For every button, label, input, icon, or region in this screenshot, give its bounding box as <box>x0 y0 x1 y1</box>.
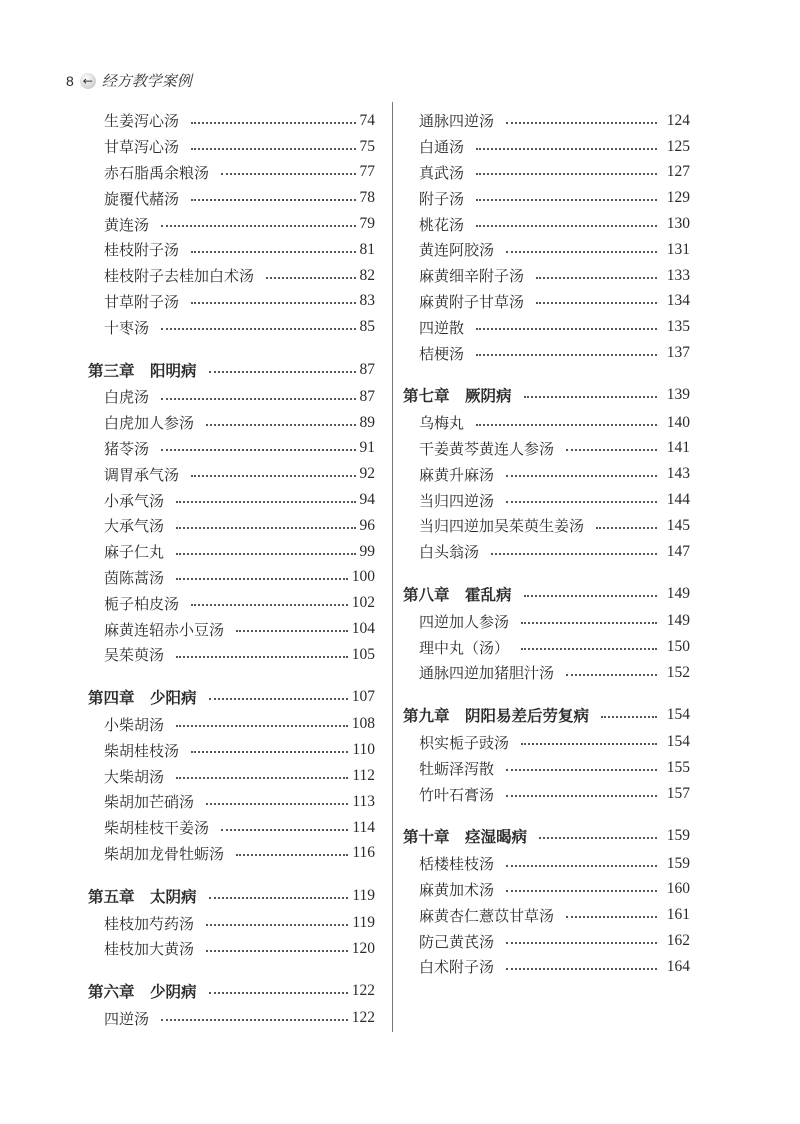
dot-leader <box>191 604 348 606</box>
toc-entry[interactable] <box>88 712 375 738</box>
entry-page: 77 <box>359 163 375 181</box>
entry-title: 小承气汤 <box>104 491 165 510</box>
dot-leader <box>161 449 355 451</box>
entry-page: 100 <box>351 568 375 586</box>
entry-title: 麻黄杏仁薏苡甘草汤 <box>419 906 555 925</box>
entry-title: 柴胡桂枝干姜汤 <box>104 819 210 838</box>
entry-page: 108 <box>351 715 375 733</box>
entry-page: 124 <box>666 111 690 129</box>
dot-leader <box>506 501 657 503</box>
entry-title: 栝楼桂枝汤 <box>419 855 495 874</box>
entry-page: 160 <box>666 880 690 898</box>
dot-leader <box>566 449 657 451</box>
dot-leader <box>476 225 657 227</box>
entry-title: 黄连阿胶汤 <box>419 241 495 260</box>
toc-entry[interactable] <box>88 737 375 763</box>
dot-leader <box>506 122 657 124</box>
toc-entry[interactable] <box>403 902 690 928</box>
entry-title: 第九章 阴阳易差后劳复病 <box>403 707 590 726</box>
toc-entry[interactable] <box>88 642 375 668</box>
toc-entry[interactable] <box>403 660 690 686</box>
toc-chapter-heading[interactable] <box>88 683 375 712</box>
entry-title: 调胃承气汤 <box>104 465 180 484</box>
toc-entry[interactable] <box>88 789 375 815</box>
toc-entry[interactable] <box>403 314 690 340</box>
entry-title: 大柴胡汤 <box>104 767 165 786</box>
entry-title: 枳实栀子豉汤 <box>419 733 510 752</box>
toc-entry[interactable] <box>88 487 375 513</box>
toc-chapter-heading[interactable] <box>403 381 690 410</box>
toc-entry[interactable] <box>403 160 690 186</box>
entry-title: 白术附子汤 <box>419 958 495 977</box>
entry-title: 茵陈蒿汤 <box>104 568 165 587</box>
dot-leader <box>236 854 348 856</box>
entry-page: 91 <box>359 439 375 457</box>
toc-entry[interactable] <box>403 185 690 211</box>
toc-entry[interactable] <box>88 410 375 436</box>
toc-entry[interactable] <box>403 513 690 539</box>
toc-entry[interactable] <box>88 289 375 315</box>
entry-title: 麻黄加术汤 <box>419 880 495 899</box>
toc-entry[interactable] <box>88 384 375 410</box>
entry-title: 第三章 阳明病 <box>88 361 197 380</box>
entry-title: 麻黄升麻汤 <box>419 465 495 484</box>
entry-title: 四逆汤 <box>104 1009 150 1028</box>
dot-leader <box>236 630 348 632</box>
entry-title: 猪苓汤 <box>104 439 150 458</box>
dot-leader <box>176 578 348 580</box>
toc-entry[interactable] <box>88 436 375 462</box>
entry-title: 白虎汤 <box>104 388 150 407</box>
entry-page: 159 <box>666 854 690 872</box>
dot-leader <box>524 396 657 398</box>
entry-title: 防己黄芪汤 <box>419 932 495 951</box>
dot-leader <box>476 328 657 330</box>
dot-leader <box>506 795 657 797</box>
entry-title: 桔梗汤 <box>419 344 465 363</box>
toc-entry[interactable] <box>88 841 375 867</box>
entry-page: 152 <box>666 663 690 681</box>
toc-entry[interactable] <box>88 263 375 289</box>
entry-title: 甘草附子汤 <box>104 292 180 311</box>
entry-page: 82 <box>359 266 375 284</box>
dot-leader <box>176 501 355 503</box>
dot-leader <box>209 371 356 373</box>
dot-leader <box>266 277 355 279</box>
entry-title: 干姜黄芩黄连人参汤 <box>419 439 555 458</box>
entry-page: 87 <box>359 387 375 405</box>
entry-page: 94 <box>359 491 375 509</box>
entry-page: 107 <box>351 688 375 706</box>
entry-page: 159 <box>666 827 690 845</box>
entry-page: 162 <box>666 932 690 949</box>
dot-leader <box>539 837 657 839</box>
dot-leader <box>161 398 355 400</box>
entry-title: 牡蛎泽泻散 <box>419 759 495 778</box>
entry-page: 164 <box>666 957 690 975</box>
entry-title: 乌梅丸 <box>419 414 465 433</box>
entry-title: 白通汤 <box>419 138 465 157</box>
entry-page: 133 <box>666 266 690 284</box>
entry-page: 134 <box>666 292 690 310</box>
entry-page: 119 <box>352 914 375 931</box>
entry-title: 麻黄连轺赤小豆汤 <box>104 620 225 639</box>
entry-page: 89 <box>359 413 375 431</box>
entry-page: 120 <box>351 939 375 957</box>
dot-leader <box>476 199 657 201</box>
entry-page: 129 <box>666 189 690 207</box>
toc-entry[interactable] <box>88 314 375 340</box>
dot-leader <box>521 743 657 745</box>
dot-leader <box>476 148 657 150</box>
toc-entry[interactable] <box>403 781 690 807</box>
entry-title: 生姜泻心汤 <box>104 112 180 131</box>
entry-page: 122 <box>351 1009 375 1027</box>
dot-leader <box>596 527 657 529</box>
entry-title: 麻子仁丸 <box>104 543 165 562</box>
running-header <box>66 70 192 91</box>
toc-entry[interactable] <box>403 634 690 660</box>
entry-page: 137 <box>666 344 690 362</box>
entry-title: 柴胡加芒硝汤 <box>104 793 195 812</box>
toc-entry[interactable] <box>88 134 375 160</box>
dot-leader <box>221 829 348 831</box>
toc-entry[interactable] <box>403 730 690 756</box>
entry-page: 149 <box>666 612 690 630</box>
toc-entry[interactable] <box>88 590 375 616</box>
entry-title: 赤石脂禹余粮汤 <box>104 163 210 182</box>
toc-entry[interactable] <box>403 436 690 462</box>
entry-page: 143 <box>666 465 690 483</box>
dot-leader <box>191 302 355 304</box>
entry-title: 桂枝附子去桂加白术汤 <box>104 267 255 286</box>
toc-entry[interactable] <box>403 755 690 781</box>
toc-chapter-heading[interactable] <box>403 701 690 730</box>
entry-page: 85 <box>359 318 375 336</box>
entry-page: 79 <box>359 215 375 233</box>
entry-title: 四逆加人参汤 <box>419 612 510 631</box>
dot-leader <box>176 777 348 779</box>
entry-page: 96 <box>359 516 375 534</box>
entry-title: 第十章 痉湿暍病 <box>403 828 528 847</box>
book-title: 经方教学案例 <box>101 72 192 90</box>
entry-page: 114 <box>352 818 375 836</box>
toc-chapter-heading[interactable] <box>88 355 375 384</box>
entry-page: 130 <box>666 215 690 233</box>
entry-title: 当归四逆汤 <box>419 491 495 510</box>
toc-left-column <box>88 108 375 1031</box>
dot-leader <box>191 475 355 477</box>
dot-leader <box>506 942 657 944</box>
entry-title: 白头翁汤 <box>419 543 480 562</box>
entry-title: 当归四逆加吴茱萸生姜汤 <box>419 517 585 536</box>
dot-leader <box>601 716 657 718</box>
entry-page: 116 <box>352 844 375 862</box>
entry-page: 155 <box>666 759 690 777</box>
toc-entry[interactable] <box>403 608 690 634</box>
entry-page: 139 <box>666 386 690 404</box>
toc-entry[interactable] <box>88 160 375 186</box>
toc-entry[interactable] <box>403 851 690 877</box>
dot-leader <box>176 527 355 529</box>
toc-entry[interactable] <box>88 211 375 237</box>
entry-page: 113 <box>352 792 375 810</box>
entry-page: 154 <box>666 733 690 751</box>
column-divider <box>392 102 393 1032</box>
toc-entry[interactable] <box>403 237 690 263</box>
dot-leader <box>506 865 657 867</box>
entry-title: 麻黄细辛附子汤 <box>419 267 525 286</box>
dot-leader <box>506 251 657 253</box>
toc-entry[interactable] <box>88 763 375 789</box>
toc-entry[interactable] <box>88 616 375 642</box>
dot-leader <box>176 656 348 658</box>
toc-entry[interactable] <box>403 487 690 513</box>
entry-title: 柴胡加龙骨牡蛎汤 <box>104 844 225 863</box>
dot-leader <box>476 354 657 356</box>
dot-leader <box>506 769 657 771</box>
dot-leader <box>191 199 355 201</box>
toc-entry[interactable] <box>403 877 690 903</box>
toc-entry[interactable] <box>403 134 690 160</box>
entry-title: 旋覆代赭汤 <box>104 189 180 208</box>
entry-title: 吴茱萸汤 <box>104 646 165 665</box>
toc-entry[interactable] <box>88 910 375 936</box>
toc-entry[interactable] <box>403 461 690 487</box>
dot-leader <box>191 251 355 253</box>
entry-page: 83 <box>359 292 375 310</box>
entry-title: 桂枝加大黄汤 <box>104 940 195 959</box>
entry-page: 92 <box>359 465 375 483</box>
dot-leader <box>566 674 657 676</box>
entry-page: 78 <box>359 189 375 207</box>
dot-leader <box>476 173 657 175</box>
entry-title: 第七章 厥阴病 <box>403 387 512 406</box>
toc-entry[interactable] <box>88 108 375 134</box>
entry-page: 145 <box>666 516 690 534</box>
dot-leader <box>161 225 355 227</box>
entry-page: 144 <box>666 491 690 509</box>
entry-title: 第六章 少阴病 <box>88 983 197 1002</box>
entry-title: 柴胡桂枝汤 <box>104 741 180 760</box>
entry-page: 102 <box>351 594 375 612</box>
entry-title: 桂枝附子汤 <box>104 241 180 260</box>
dot-leader <box>209 897 349 899</box>
toc-chapter-heading[interactable] <box>88 881 375 910</box>
entry-page: 154 <box>666 706 690 724</box>
toc-entry[interactable] <box>403 928 690 954</box>
dot-leader <box>191 148 355 150</box>
toc-chapter-heading[interactable] <box>88 977 375 1006</box>
toc-entry[interactable] <box>88 565 375 591</box>
entry-page: 75 <box>359 137 375 155</box>
entry-title: 真武汤 <box>419 163 465 182</box>
entry-page: 87 <box>359 360 375 378</box>
entry-page: 141 <box>666 439 690 457</box>
entry-page: 135 <box>666 318 690 336</box>
entry-page: 147 <box>666 542 690 560</box>
entry-page: 131 <box>666 240 690 258</box>
entry-page: 104 <box>351 620 375 638</box>
dot-leader <box>536 277 657 279</box>
dot-leader <box>506 475 657 477</box>
dot-leader <box>191 751 348 753</box>
entry-title: 理中丸（汤） <box>419 638 510 657</box>
entry-page: 127 <box>666 163 690 181</box>
toc-entry[interactable] <box>403 289 690 315</box>
dot-leader <box>221 173 355 175</box>
entry-page: 161 <box>666 906 690 924</box>
toc-entry[interactable] <box>403 954 690 980</box>
entry-title: 通脉四逆汤 <box>419 112 495 131</box>
entry-title: 甘草泻心汤 <box>104 138 180 157</box>
toc-entry[interactable] <box>88 461 375 487</box>
entry-title: 第四章 少阳病 <box>88 689 197 708</box>
arrow-left-icon: ← <box>80 73 96 89</box>
dot-leader <box>176 725 348 727</box>
toc-entry[interactable] <box>88 539 375 565</box>
dot-leader <box>521 648 657 650</box>
entry-page: 112 <box>352 767 375 785</box>
toc-entry[interactable] <box>403 211 690 237</box>
entry-page: 119 <box>352 886 375 904</box>
entry-page: 122 <box>351 982 375 1000</box>
entry-title: 桂枝加芍药汤 <box>104 914 195 933</box>
dot-leader <box>524 595 657 597</box>
entry-title: 黄连汤 <box>104 215 150 234</box>
dot-leader <box>506 890 657 892</box>
entry-title: 白虎加人参汤 <box>104 414 195 433</box>
toc-entry[interactable] <box>403 340 690 366</box>
dot-leader <box>566 916 657 918</box>
toc-entry[interactable] <box>403 263 690 289</box>
toc-entry[interactable] <box>403 410 690 436</box>
entry-title: 麻黄附子甘草汤 <box>419 292 525 311</box>
dot-leader <box>209 698 348 700</box>
toc-right-column <box>403 108 690 980</box>
toc-entry[interactable] <box>88 513 375 539</box>
toc-entry[interactable] <box>403 108 690 134</box>
toc-entry[interactable] <box>403 539 690 565</box>
page-number: 8 <box>66 72 74 89</box>
dot-leader <box>206 924 348 926</box>
toc-entry[interactable] <box>88 815 375 841</box>
entry-page: 81 <box>359 240 375 258</box>
dot-leader <box>206 803 348 805</box>
entry-title: 大承气汤 <box>104 517 165 536</box>
dot-leader <box>206 424 355 426</box>
entry-title: 第八章 霍乱病 <box>403 585 512 604</box>
dot-leader <box>191 122 355 124</box>
entry-page: 125 <box>666 137 690 155</box>
entry-page: 140 <box>666 413 690 431</box>
toc-chapter-heading[interactable] <box>403 822 690 851</box>
dot-leader <box>506 968 657 970</box>
entry-title: 栀子柏皮汤 <box>104 594 180 613</box>
entry-title: 小柴胡汤 <box>104 715 165 734</box>
toc-chapter-heading[interactable] <box>403 580 690 609</box>
toc-entry[interactable] <box>88 936 375 962</box>
toc-entry[interactable] <box>88 1006 375 1032</box>
entry-title: 第五章 太阴病 <box>88 887 197 906</box>
entry-page: 74 <box>359 111 375 129</box>
entry-page: 149 <box>666 584 690 602</box>
entry-page: 157 <box>666 785 690 803</box>
entry-title: 通脉四逆加猪胆汁汤 <box>419 664 555 683</box>
dot-leader <box>161 328 355 330</box>
entry-page: 105 <box>351 645 375 663</box>
dot-leader <box>491 553 657 555</box>
dot-leader <box>209 992 348 994</box>
toc-entry[interactable] <box>88 185 375 211</box>
dot-leader <box>521 622 657 624</box>
toc-entry[interactable] <box>88 237 375 263</box>
dot-leader <box>161 1019 348 1021</box>
entry-title: 四逆散 <box>419 318 465 337</box>
entry-title: 十枣汤 <box>104 318 150 337</box>
entry-title: 竹叶石膏汤 <box>419 785 495 804</box>
dot-leader <box>206 950 348 952</box>
entry-title: 桃花汤 <box>419 215 465 234</box>
entry-page: 99 <box>359 542 375 560</box>
dot-leader <box>176 553 355 555</box>
dot-leader <box>536 302 657 304</box>
entry-page: 110 <box>352 741 375 759</box>
dot-leader <box>476 424 657 426</box>
entry-title: 附子汤 <box>419 189 465 208</box>
entry-page: 150 <box>666 638 690 656</box>
